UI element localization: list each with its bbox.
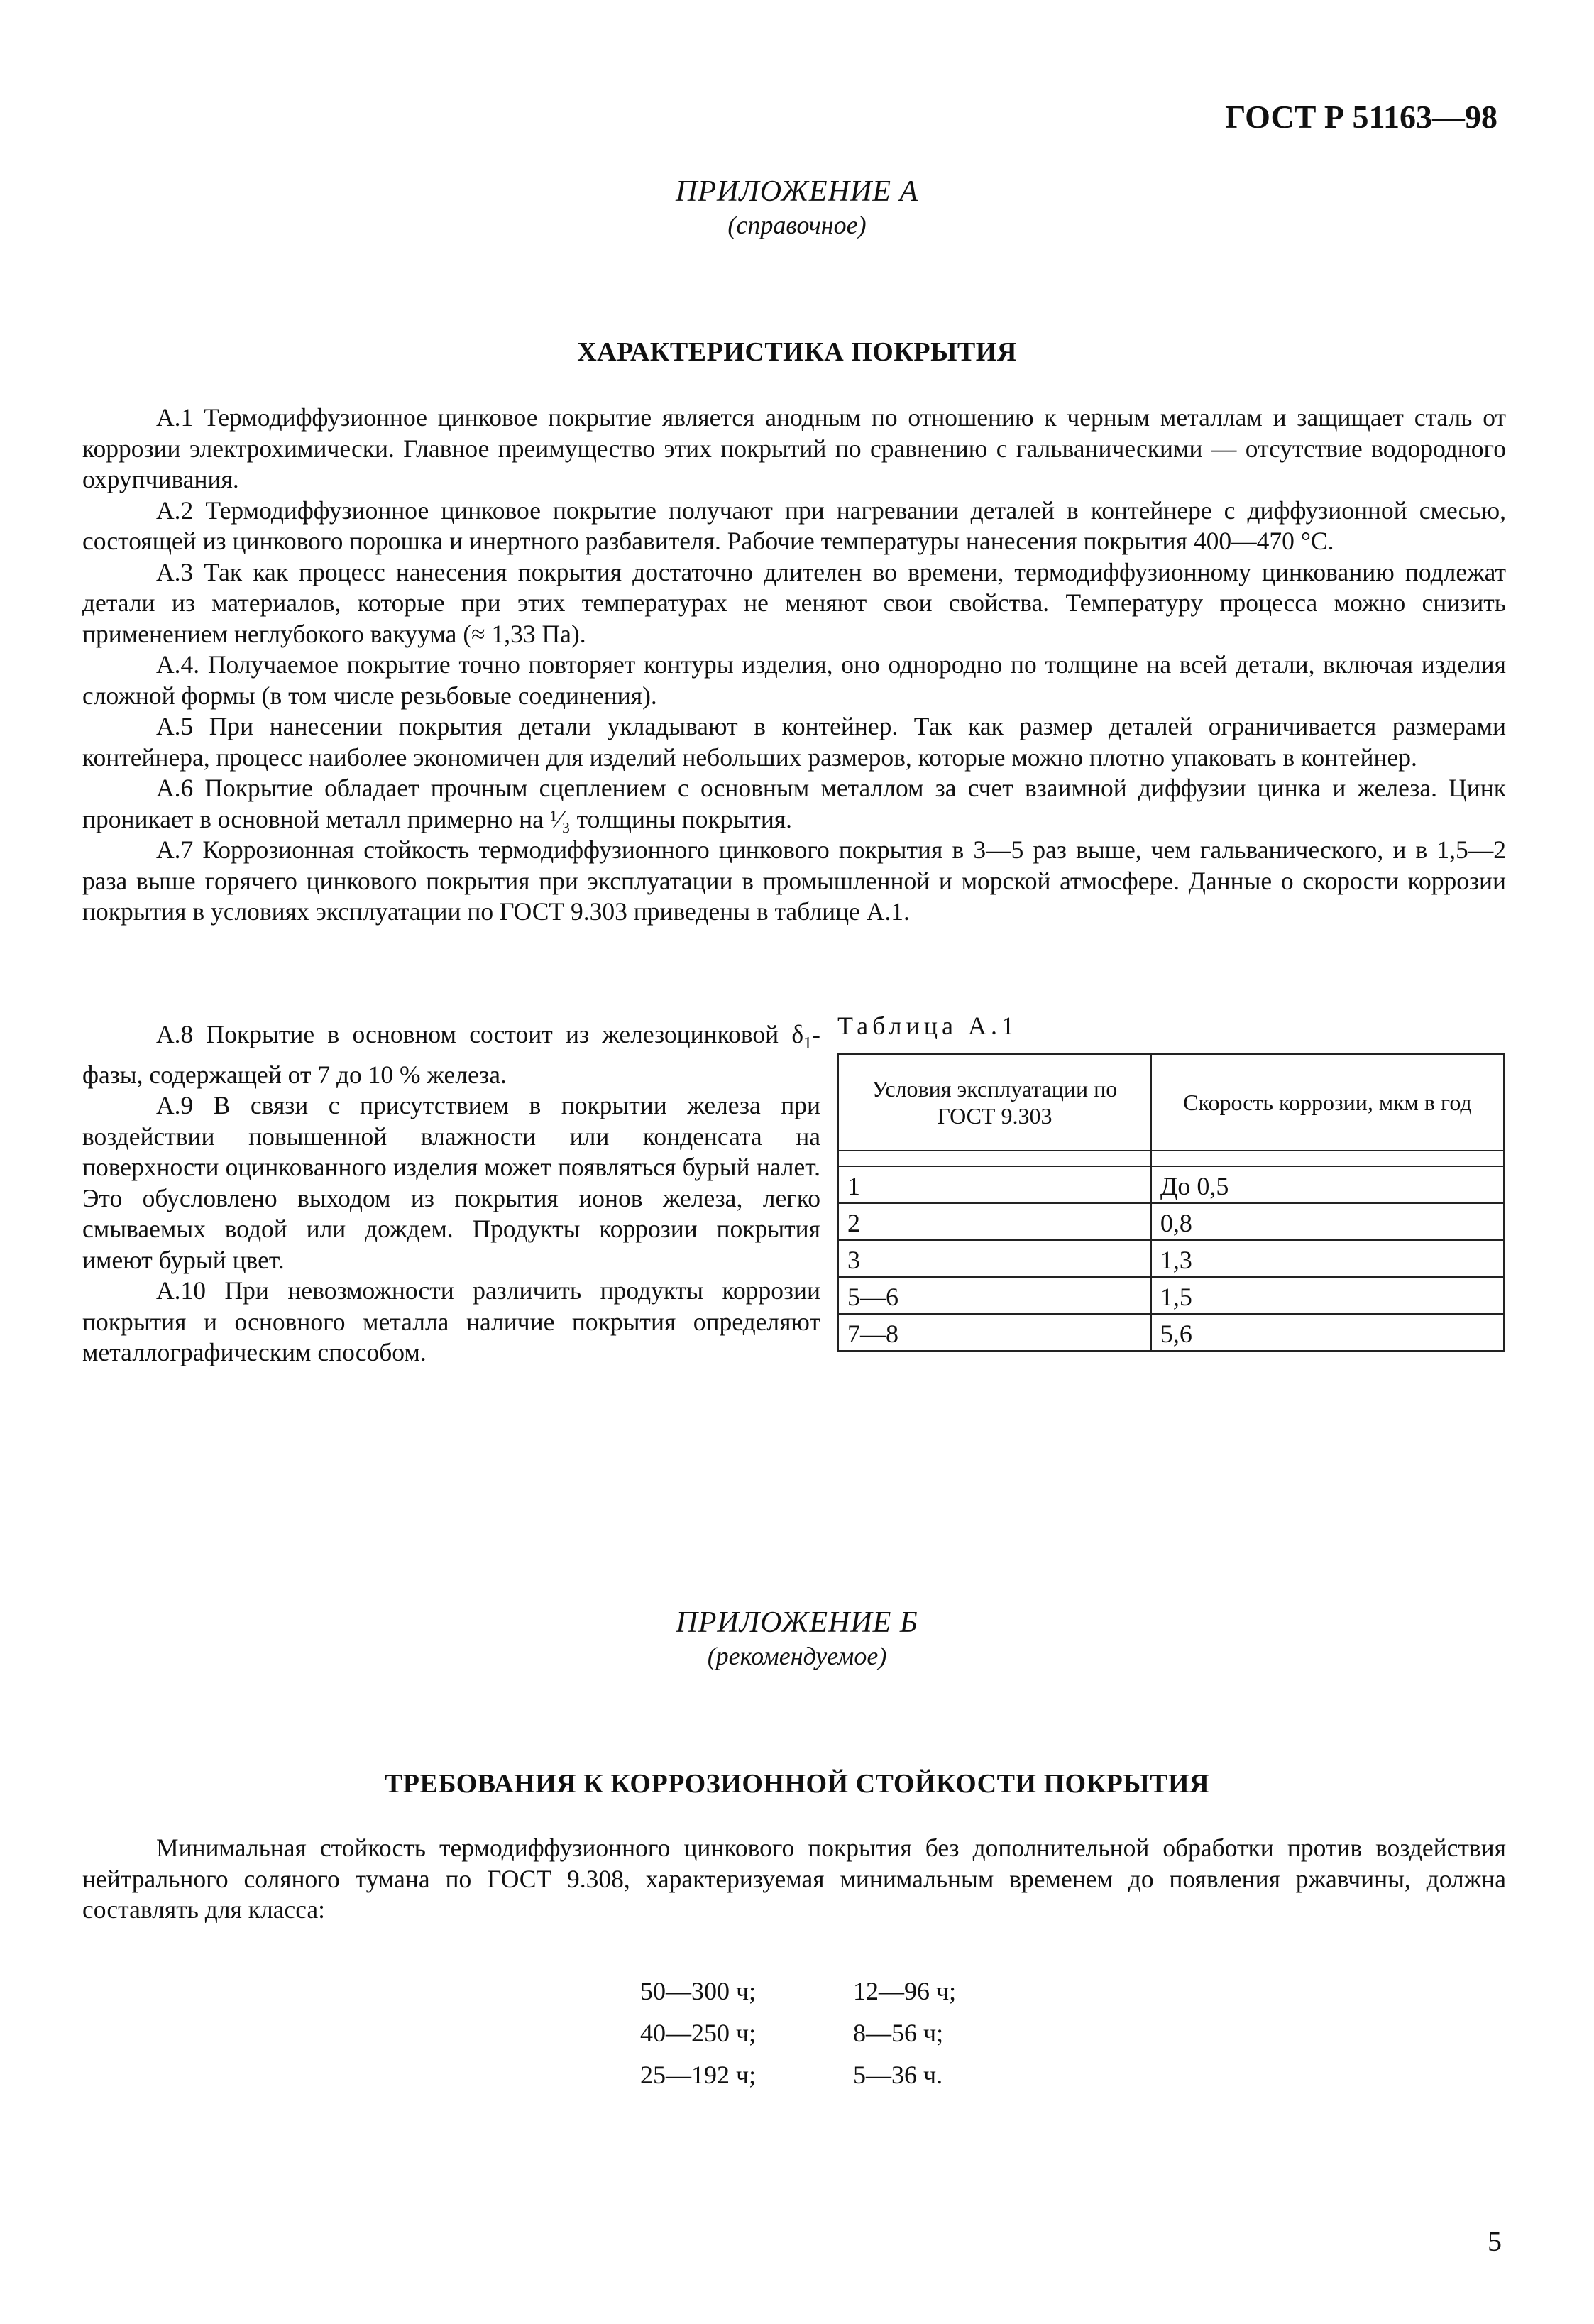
table-cell-rate: 5,6 bbox=[1151, 1314, 1504, 1351]
corrosion-rate-table bbox=[837, 1053, 1505, 1352]
class-times-right bbox=[853, 1971, 956, 2096]
table-row bbox=[838, 1203, 1504, 1240]
table-cell-rate: 1,5 bbox=[1151, 1277, 1504, 1314]
paragraph-a5: А.5 При нанесении покрытия детали укладывают в контейнер. Так как размер деталей ограничивается размерами контейнера, процесс наиболее экономичен для изделий небольших размеров, которые можно плотно упаковать в контейнер. bbox=[82, 712, 1506, 772]
appendix-a-title: ПРИЛОЖЕНИЕ А bbox=[675, 175, 919, 208]
table-header-rate: Скорость коррозии, мкм в год bbox=[1151, 1054, 1504, 1151]
table-cell-rate: До 0,5 bbox=[1151, 1166, 1504, 1203]
class-time: 12—96 ч; bbox=[853, 1977, 957, 2005]
class-time: 25—192 ч; bbox=[640, 2061, 757, 2089]
appendix-b-subtitle: (рекомендуемое) bbox=[707, 1642, 887, 1670]
paragraph-a9: А.9 В связи с присутствием в покрытии железа при воздействии повышенной влажности или конденсата на поверхности оцинкованного изделия может появляться бурый налет. Это обусловлено выходом из покрытия ионов железа, легко смываемых водой или дождем. Продукты коррозии покрытия имеют бурый цвет. bbox=[82, 1091, 820, 1274]
appendix-b-heading: ТРЕБОВАНИЯ К КОРРОЗИОННОЙ СТОЙКОСТИ ПОКРЫТИЯ bbox=[384, 1769, 1210, 1799]
appendix-a-subtitle: (справочное) bbox=[727, 211, 867, 239]
table-cell-condition: 5—6 bbox=[838, 1277, 1151, 1314]
table-cell-condition: 2 bbox=[838, 1203, 1151, 1240]
appendix-b-title: ПРИЛОЖЕНИЕ Б bbox=[676, 1606, 918, 1639]
table-cell-rate: 1,3 bbox=[1151, 1240, 1504, 1277]
paragraph-a10: А.10 При невозможности различить продукты коррозии покрытия и основного металла наличие покрытия определяют металлографическим способом. bbox=[82, 1276, 820, 1367]
appendix-a-title-block bbox=[0, 175, 1594, 240]
fraction-one-third: ¹⁄₃ bbox=[549, 804, 571, 833]
paragraph-a6-end: толщины покрытия. bbox=[570, 804, 793, 833]
table-header-conditions: Условия эксплуатации по ГОСТ 9.303 bbox=[838, 1054, 1151, 1151]
table-cell-condition: 7—8 bbox=[838, 1314, 1151, 1351]
table-caption: Таблица А.1 bbox=[837, 1012, 1018, 1040]
document-code: ГОСТ Р 51163—98 bbox=[1225, 99, 1497, 135]
table-spacer-row bbox=[838, 1151, 1504, 1166]
table-cell-condition: 3 bbox=[838, 1240, 1151, 1277]
paragraph-a6-start: А.6 Покрытие обладает прочным сцеплением с основным металлом за счет взаимной диффузии цинка и железа. Цинк проникает в основной металл примерно на bbox=[82, 774, 1506, 833]
appendix-a-body bbox=[82, 402, 1506, 928]
paragraph-a4: А.4. Получаемое покрытие точно повторяет контуры изделия, оно однородно по толщине на всей детали, включая изделия сложной формы (в том числе резьбовые соединения). bbox=[82, 650, 1506, 710]
paragraph-b1: Минимальная стойкость термодиффузионного цинкового покрытия без дополнительной обработки против воздействия нейтрального соляного тумана по ГОСТ 9.308, характеризуемая минимальным временем до появления ржавчины, должна составлять для класса: bbox=[82, 1834, 1506, 1924]
paragraph-a8 bbox=[82, 1019, 820, 1090]
appendix-b-body bbox=[82, 1833, 1506, 1926]
appendix-a-left-column bbox=[82, 1019, 820, 1369]
paragraph-a6 bbox=[82, 773, 1506, 835]
table-cell-rate: 0,8 bbox=[1151, 1203, 1504, 1240]
table-header-row bbox=[838, 1054, 1504, 1151]
appendix-a-heading: ХАРАКТЕРИСТИКА ПОКРЫТИЯ bbox=[577, 337, 1017, 367]
class-time: 8—56 ч; bbox=[853, 2019, 944, 2047]
table-cell-condition: 1 bbox=[838, 1166, 1151, 1203]
table-row bbox=[838, 1166, 1504, 1203]
class-time: 5—36 ч. bbox=[853, 2061, 943, 2089]
table-row bbox=[838, 1240, 1504, 1277]
class-time: 50—300 ч; bbox=[640, 1977, 757, 2005]
class-times-left bbox=[640, 1971, 756, 2096]
paragraph-a8-end: -фазы, содержащей от 7 до 10 % железа. bbox=[82, 1020, 820, 1089]
paragraph-a7: А.7 Коррозионная стойкость термодиффузионного цинкового покрытия в 3—5 раз выше, чем гальванического, и в 1,5—2 раза выше горячего цинкового покрытия при эксплуатации в промышленной и морской атмосфере. Данные о скорости коррозии покрытия в условиях эксплуатации по ГОСТ 9.303 приведены в таблице А.1. bbox=[82, 835, 1506, 926]
delta-subscript: 1 bbox=[803, 1034, 813, 1053]
page-number: 5 bbox=[1488, 2225, 1502, 2257]
class-time: 40—250 ч; bbox=[640, 2019, 757, 2047]
table-row bbox=[838, 1314, 1504, 1351]
paragraph-a2: А.2 Термодиффузионное цинковое покрытие получают при нагревании деталей в контейнере с диффузионной смесью, состоящей из цинкового порошка и инертного разбавителя. Рабочие температуры нанесения покрытия 400—470 °С. bbox=[82, 495, 1506, 555]
appendix-b-title-block bbox=[0, 1606, 1594, 1671]
paragraph-a1: А.1 Термодиффузионное цинковое покрытие является анодным по отношению к черным металлам и защищает сталь от коррозии электрохимически. Главное преимущество этих покрытий по сравнению с гальваническими — отсутствие водородного охрупчивания. bbox=[82, 403, 1506, 493]
table-row bbox=[838, 1277, 1504, 1314]
paragraph-a3: А.3 Так как процесс нанесения покрытия достаточно длителен во времени, термодиффузионному цинкованию подлежат детали из материалов, которые при этих температурах не меняют свои свойства. Температуру процесса можно снизить применением неглубокого вакуума (≈ 1,33 Па). bbox=[82, 557, 1506, 648]
paragraph-a8-start: А.8 Покрытие в основном состоит из железоцинковой δ bbox=[156, 1020, 804, 1048]
